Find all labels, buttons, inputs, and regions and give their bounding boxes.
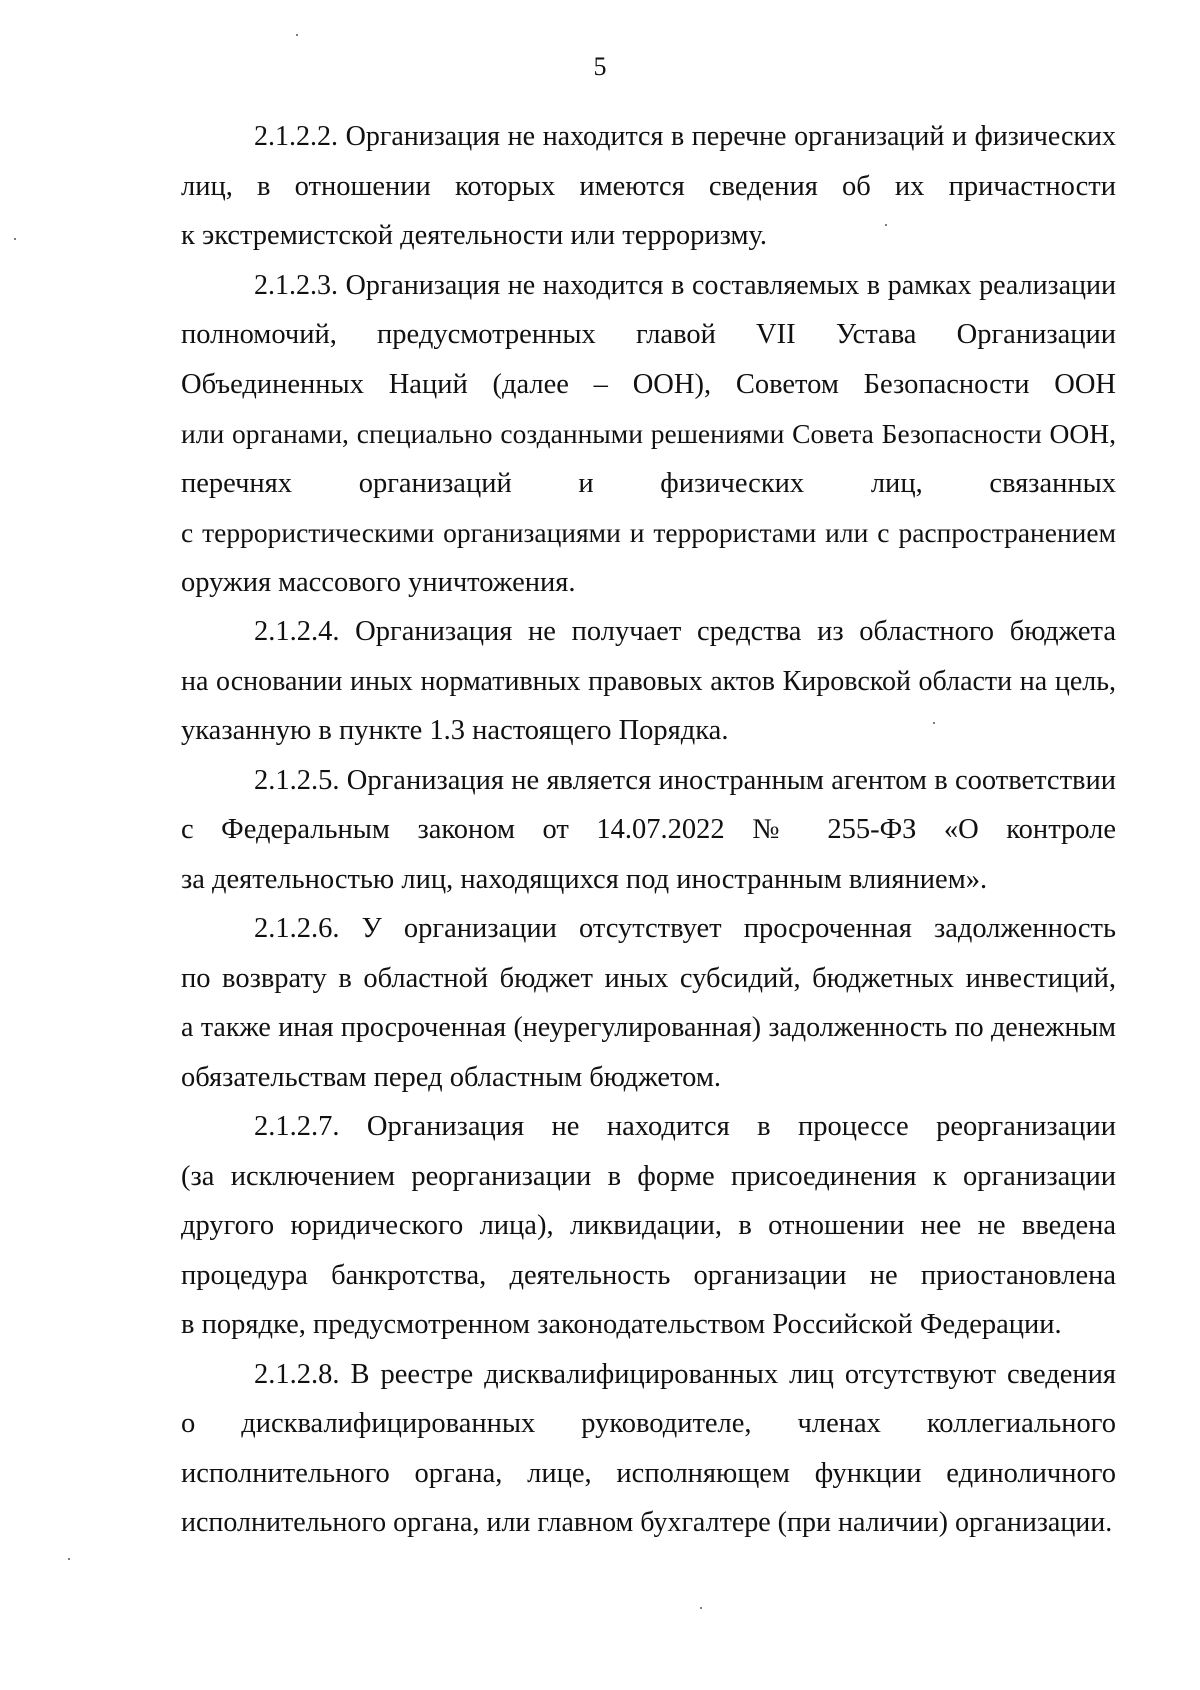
paragraph-line: другого юридического лица), ликвидации, в отношении нее не введена	[181, 1210, 1116, 1241]
document-body	[181, 112, 1116, 1548]
paragraph-2-1-2-7	[181, 1102, 1116, 1350]
paragraph-line: указанную в пункте 1.3 настоящего Порядка.	[181, 715, 729, 746]
paragraph-line: оружия массового уничтожения.	[181, 566, 576, 598]
scan-speck	[933, 722, 935, 724]
scan-speck	[14, 238, 16, 240]
paragraph-line: или органами, специально созданными решениями Совета Безопасности ООН,	[181, 418, 1116, 449]
paragraph-line: по возврату в областной бюджет иных субсидий, бюджетных инвестиций,	[181, 962, 1116, 994]
paragraph-2-1-2-5	[181, 756, 1116, 905]
scan-speck	[885, 224, 887, 226]
paragraph-line: к экстремистской деятельности или терроризму.	[181, 220, 768, 251]
scan-speck	[68, 1558, 70, 1560]
paragraph-2-1-2-2	[181, 112, 1116, 261]
paragraph-line: за деятельностью лиц, находящихся под иностранным влиянием».	[181, 863, 988, 895]
paragraph-line: в порядке, предусмотренном законодательством Российской Федерации.	[181, 1309, 1062, 1340]
page-number: 5	[593, 52, 607, 81]
paragraph-line: перечнях организаций и физических лиц, связанных	[181, 467, 1116, 499]
paragraph-line: (за исключением реорганизации в форме присоединения к организации	[181, 1160, 1116, 1192]
paragraph-2-1-2-6	[181, 904, 1116, 1102]
paragraph-line: 2.1.2.2. Организация не находится в перечне организаций и физических	[254, 121, 1116, 152]
paragraph-line: исполнительного органа, лице, исполняющем функции единоличного	[181, 1457, 1116, 1489]
paragraph-line: полномочий, предусмотренных главой VII Устава Организации	[181, 319, 1116, 350]
paragraph-2-1-2-3	[181, 261, 1116, 608]
paragraph-line: процедура банкротства, деятельность организации не приостановлена	[181, 1259, 1116, 1291]
paragraph-line: с террористическими организациями и террористами или с распространением	[181, 517, 1116, 548]
paragraph-2-1-2-8	[181, 1350, 1116, 1548]
paragraph-line: а также иная просроченная (неурегулированная) задолженность по денежным	[181, 1012, 1116, 1043]
paragraph-line: исполнительного органа, или главном бухгалтере (при наличии) организации.	[181, 1507, 1113, 1538]
paragraph-line: 2.1.2.7. Организация не находится в процессе реорганизации	[254, 1111, 1116, 1142]
paragraph-line: Объединенных Наций (далее – ООН), Советом Безопасности ООН	[181, 368, 1116, 400]
scan-speck	[296, 34, 298, 36]
paragraph-line: лиц, в отношении которых имеются сведения об их причастности	[181, 170, 1116, 202]
scan-speck	[700, 1607, 702, 1609]
paragraph-line: на основании иных нормативных правовых актов Кировской области на цель,	[181, 665, 1116, 697]
paragraph-line: 2.1.2.6. У организации отсутствует просроченная задолженность	[254, 913, 1116, 944]
paragraph-line: 2.1.2.3. Организация не находится в составляемых в рамках реализации	[254, 269, 1116, 301]
paragraph-line: обязательствам перед областным бюджетом.	[181, 1061, 722, 1093]
paragraph-line: с Федеральным законом от 14.07.2022 № 255-ФЗ «О контроле	[181, 814, 1116, 845]
paragraph-line: 2.1.2.5. Организация не является иностранным агентом в соответствии	[254, 764, 1116, 796]
paragraph-2-1-2-4	[181, 607, 1116, 756]
paragraph-line: о дисквалифицированных руководителе, членах коллегиального	[181, 1408, 1116, 1439]
paragraph-line: 2.1.2.4. Организация не получает средства из областного бюджета	[254, 616, 1116, 647]
paragraph-line: 2.1.2.8. В реестре дисквалифицированных лиц отсутствуют сведения	[254, 1358, 1116, 1390]
